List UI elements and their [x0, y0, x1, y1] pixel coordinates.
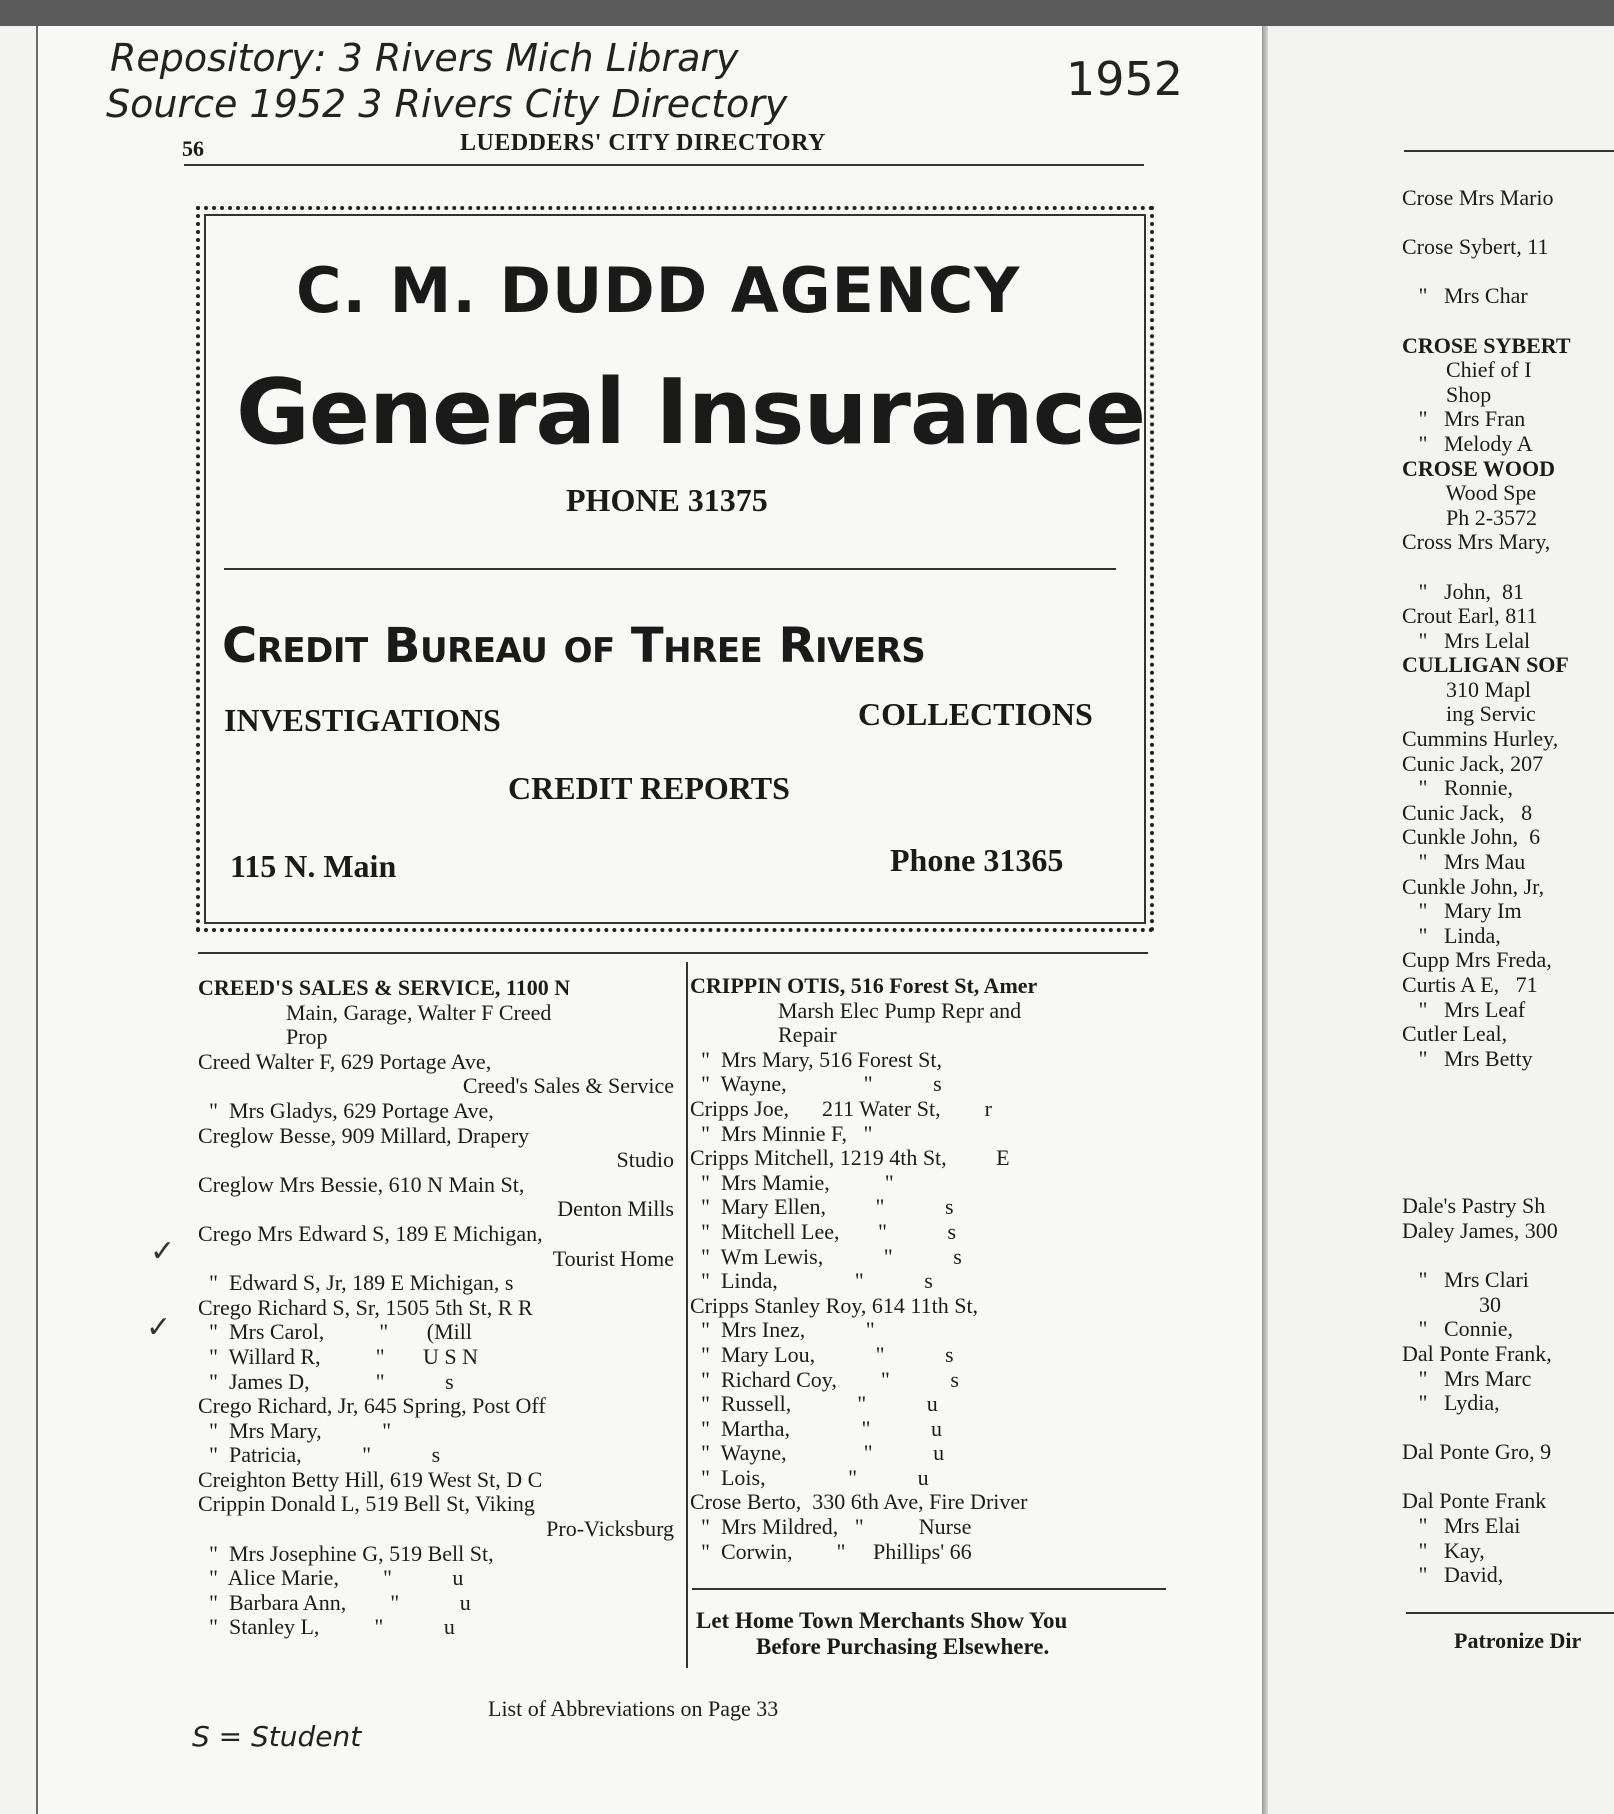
directory-entry [1402, 1170, 1571, 1195]
directory-entry [1402, 924, 1571, 949]
directory-entry [1402, 1391, 1571, 1416]
directory-entry-text: Crippin Donald L, 519 Bell St, Viking [198, 1491, 535, 1517]
scanner-top-band [0, 0, 1614, 26]
directory-entry [1402, 235, 1571, 260]
directory-entry [198, 1615, 674, 1640]
directory-entry-text: Crego Richard S, Sr, 1505 5th St, R R [198, 1294, 533, 1320]
listing-column-middle [690, 974, 1160, 1564]
header-rule [184, 164, 1144, 166]
directory-entry [690, 974, 1160, 999]
directory-entry [690, 1245, 1160, 1270]
directory-entry [198, 1517, 674, 1542]
directory-entry [690, 1343, 1160, 1368]
directory-entry [1402, 1489, 1571, 1514]
directory-entry [690, 1072, 1160, 1097]
directory-entry-text: " Ronnie, [1402, 775, 1514, 801]
directory-entry [198, 976, 674, 1001]
directory-entry [690, 1294, 1160, 1319]
directory-entry-text: " Martha, " u [690, 1415, 942, 1441]
directory-entry-text: Creighton Betty Hill, 619 West St, D C [198, 1466, 543, 1492]
directory-entry-text: " Mrs Minnie F, " [690, 1120, 873, 1146]
directory-entry-text: " Russell, " u [690, 1391, 938, 1417]
directory-entry [1402, 432, 1571, 457]
directory-entry-text: 30 [1402, 1291, 1501, 1317]
directory-entry-text: " Richard Coy, " s [690, 1366, 959, 1392]
directory-entry [690, 1171, 1160, 1196]
directory-entry [1402, 776, 1571, 801]
directory-entry [690, 1097, 1160, 1122]
directory-entry-text: " Wayne, " s [690, 1071, 942, 1097]
directory-entry [1402, 506, 1571, 531]
handwritten-footnote: S = Student [192, 1720, 362, 1753]
slogan-rule [692, 1588, 1166, 1590]
directory-entry-text: " Mrs Fran [1402, 406, 1526, 432]
directory-entry-text: CULLIGAN SOF [1402, 652, 1569, 678]
directory-entry [1402, 678, 1571, 703]
directory-entry-text: Pro-Vicksburg [546, 1516, 674, 1542]
directory-entry-text: Main, Garage, Walter F Creed [286, 999, 552, 1025]
directory-entry [1402, 555, 1571, 580]
directory-entry-text: " Stanley L, " u [198, 1614, 455, 1640]
directory-entry-text: " Corwin, " Phillips' 66 [690, 1538, 972, 1564]
directory-entry [1402, 629, 1571, 654]
directory-entry-text: CRIPPIN OTIS, 516 Forest St, Amer [690, 973, 1038, 998]
directory-entry [198, 1001, 674, 1026]
directory-entry-text: " Mary Lou, " s [690, 1341, 954, 1367]
directory-entry-text: CROSE SYBERT [1402, 332, 1571, 358]
directory-entry [690, 1318, 1160, 1343]
directory-entry-text: Creed's Sales & Service [462, 1073, 674, 1099]
directory-entry [1402, 309, 1571, 334]
directory-entry-text: " David, [1402, 1562, 1504, 1588]
column-divider [686, 962, 688, 1668]
directory-entry-text: CREED'S SALES & SERVICE, 1100 N [198, 975, 571, 1000]
directory-entry [1402, 1194, 1571, 1219]
directory-entry [1402, 604, 1571, 629]
directory-entry-text: " Mrs Elai [1402, 1513, 1521, 1539]
directory-entry-text: " James D, " s [198, 1368, 454, 1394]
directory-entry [1402, 1416, 1571, 1441]
directory-entry-text: Creglow Mrs Bessie, 610 N Main St, [198, 1171, 525, 1197]
handwritten-year: 1952 [1066, 52, 1184, 106]
directory-entry [690, 1023, 1160, 1048]
directory-entry [690, 1220, 1160, 1245]
directory-entry-text: " Mrs Char [1402, 283, 1528, 309]
directory-entry [1402, 260, 1571, 285]
directory-entry [690, 1515, 1160, 1540]
directory-entry-text: Cutler Leal, [1402, 1021, 1508, 1047]
directory-entry-text: Crego Richard, Jr, 645 Spring, Post Off [198, 1393, 546, 1419]
directory-entry-text: " Mrs Clari [1402, 1267, 1529, 1293]
directory-entry-text: Creglow Besse, 909 Millard, Drapery [198, 1122, 530, 1148]
directory-entry-text: " Mrs Betty [1402, 1045, 1533, 1071]
directory-entry [198, 1542, 674, 1567]
directory-entry [690, 999, 1160, 1024]
directory-entry [198, 1419, 674, 1444]
directory-entry [198, 1050, 674, 1075]
directory-entry-text: Daley James, 300 [1402, 1217, 1558, 1243]
directory-entry [1402, 211, 1571, 236]
directory-entry-text: Cripps Joe, 211 Water St, r [690, 1095, 992, 1121]
directory-entry [198, 1591, 674, 1616]
directory-entry [1402, 653, 1571, 678]
directory-entry [1402, 284, 1571, 309]
directory-entry [1402, 481, 1571, 506]
directory-entry [1402, 407, 1571, 432]
directory-entry [1402, 727, 1571, 752]
directory-entry [1402, 1244, 1571, 1269]
directory-entry [1402, 1539, 1571, 1564]
page-number: 56 [182, 136, 204, 161]
directory-entry-text: Cripps Mitchell, 1219 4th St, E [690, 1145, 1010, 1171]
directory-entry-text: " Mrs Marc [1402, 1365, 1532, 1391]
directory-entry-text: " Mrs Mau [1402, 849, 1526, 875]
directory-entry [690, 1417, 1160, 1442]
directory-entry [1402, 998, 1571, 1023]
directory-entry-text: " Barbara Ann, " u [198, 1589, 471, 1615]
directory-entry-text: " Mrs Leaf [1402, 996, 1526, 1022]
handwritten-source-note: Source 1952 3 Rivers City Directory [106, 82, 788, 126]
directory-entry-text: Repair [778, 1022, 837, 1048]
listing-column-left [198, 976, 674, 1640]
directory-entry [1402, 702, 1571, 727]
directory-entry [1402, 334, 1571, 359]
directory-entry-text: " Willard R, " U S N [198, 1343, 479, 1369]
directory-entry-text: " Wm Lewis, " s [690, 1243, 962, 1269]
directory-entry [690, 1392, 1160, 1417]
directory-entry-text: " Melody A [1402, 430, 1533, 456]
directory-entry-text: Dal Ponte Frank, [1402, 1340, 1552, 1366]
directory-entry-text: Creed Walter F, 629 Portage Ave, [198, 1048, 492, 1074]
directory-entry [1402, 186, 1571, 211]
directory-entry [1402, 457, 1571, 482]
directory-entry [690, 1490, 1160, 1515]
directory-entry-text: " Mrs Lelal [1402, 627, 1531, 653]
directory-entry-text: Cummins Hurley, [1402, 726, 1559, 752]
directory-entry [690, 1540, 1160, 1565]
handwritten-repository-note: Repository: 3 Rivers Mich Library [110, 36, 739, 80]
directory-entry-text: Cunic Jack, 207 [1402, 750, 1544, 776]
directory-entry-text: Cunic Jack, 8 [1402, 799, 1533, 825]
directory-entry [198, 1124, 674, 1149]
directory-entry [1402, 580, 1571, 605]
directory-entry [1402, 1317, 1571, 1342]
directory-entry-text: " Mrs Mamie, " [690, 1169, 894, 1195]
ad-phone-insurance: PHONE 31375 [566, 482, 768, 518]
directory-entry [1402, 1342, 1571, 1367]
directory-entry-text: " Mary Im [1402, 898, 1522, 924]
directory-entry [1402, 752, 1571, 777]
directory-entry [1402, 358, 1571, 383]
directory-entry-text: Cripps Stanley Roy, 614 11th St, [690, 1292, 979, 1318]
directory-entry-text: " John, 81 [1402, 578, 1525, 604]
directory-entry [198, 1566, 674, 1591]
directory-entry-text: " Patricia, " s [198, 1442, 441, 1468]
directory-entry [1402, 383, 1571, 408]
directory-entry [1402, 825, 1571, 850]
directory-entry-text: " Mrs Mary, 516 Forest St, [690, 1046, 943, 1072]
facing-footer: Patronize Dir [1454, 1628, 1582, 1653]
directory-entry-text: " Wayne, " u [690, 1440, 945, 1466]
check-mark-icon: ✓ [146, 1310, 172, 1345]
directory-entry [198, 1394, 674, 1419]
directory-entry-text: Crose Berto, 330 6th Ave, Fire Driver [690, 1489, 1028, 1515]
directory-entry [1402, 973, 1571, 998]
directory-entry [1402, 1096, 1571, 1121]
ad-address: 115 N. Main [230, 848, 397, 884]
directory-entry [198, 1173, 674, 1198]
directory-entry-text: Denton Mills [557, 1196, 674, 1222]
listings-top-rule [198, 952, 1148, 954]
directory-entry [198, 1222, 674, 1247]
directory-entry [198, 1025, 674, 1050]
directory-entry-text: Cunkle John, 6 [1402, 824, 1541, 850]
directory-entry [690, 1122, 1160, 1147]
directory-entry [1402, 1071, 1571, 1096]
directory-entry-text: " Mrs Mary, " [198, 1417, 392, 1443]
directory-entry-text: ing Servic [1402, 701, 1536, 727]
directory-entry [1402, 1219, 1571, 1244]
directory-entry-text: " Mrs Gladys, 629 Portage Ave, [198, 1097, 494, 1123]
directory-entry [198, 1296, 674, 1321]
ad-credit-reports: CREDIT REPORTS [508, 770, 790, 806]
directory-entry [1402, 948, 1571, 973]
directory-entry [1402, 1022, 1571, 1047]
directory-entry-text: " Alice Marie, " u [198, 1565, 464, 1591]
facing-header-rule [1404, 150, 1614, 152]
directory-entry-text: Prop [286, 1024, 328, 1050]
directory-entry-text: " Lois, " u [690, 1464, 929, 1490]
directory-entry-text: Ph 2-3572 [1402, 504, 1538, 530]
directory-entry-text: Crego Mrs Edward S, 189 E Michigan, [198, 1220, 543, 1246]
directory-entry-text: Wood Spe [1402, 480, 1537, 506]
directory-entry [1402, 1367, 1571, 1392]
directory-entry [690, 1048, 1160, 1073]
directory-entry [198, 1320, 674, 1345]
directory-entry-text: Curtis A E, 71 [1402, 972, 1538, 997]
directory-entry [1402, 1047, 1571, 1072]
directory-entry [1402, 1121, 1571, 1146]
directory-entry-text: Dal Ponte Frank [1402, 1488, 1547, 1514]
directory-entry-text: " Mrs Inez, " [690, 1317, 875, 1343]
check-mark-icon: ✓ [150, 1234, 176, 1269]
directory-entry [198, 1148, 674, 1173]
directory-entry-text: Chief of I [1402, 357, 1532, 383]
directory-entry-text: Dal Ponte Gro, 9 [1402, 1439, 1552, 1465]
directory-entry-text: Cunkle John, Jr, [1402, 873, 1545, 899]
directory-entry-text: Dale's Pastry Sh [1402, 1193, 1546, 1219]
directory-entry-text: Studio [616, 1147, 674, 1173]
ad-investigations: INVESTIGATIONS [224, 702, 501, 738]
directory-entry-text: " Mitchell Lee, " s [690, 1218, 957, 1244]
directory-entry-text: Marsh Elec Pump Repr and [778, 997, 1022, 1023]
directory-entry [690, 1368, 1160, 1393]
directory-entry-text: " Linda, [1402, 922, 1501, 948]
page-footer: List of Abbreviations on Page 33 [488, 1696, 779, 1721]
directory-title: LUEDDERS' CITY DIRECTORY [460, 130, 826, 156]
directory-entry-text: 310 Mapl [1402, 676, 1531, 702]
directory-entry [1402, 1465, 1571, 1490]
directory-entry-text: CROSE WOOD [1402, 455, 1556, 481]
directory-entry-text: Cupp Mrs Freda, [1402, 947, 1552, 973]
slogan-line-2: Before Purchasing Elsewhere. [756, 1634, 1050, 1659]
directory-entry-text: " Mrs Josephine G, 519 Bell St, [198, 1540, 494, 1566]
directory-entry [690, 1195, 1160, 1220]
directory-entry [1402, 1268, 1571, 1293]
directory-entry [198, 1370, 674, 1395]
directory-entry [198, 1247, 674, 1272]
directory-entry [1402, 1440, 1571, 1465]
ad-general-insurance: General Insurance [236, 360, 1146, 465]
directory-entry [690, 1466, 1160, 1491]
directory-entry-text: " Edward S, Jr, 189 E Michigan, s [198, 1270, 514, 1296]
directory-entry [690, 1269, 1160, 1294]
facing-footer-rule [1406, 1612, 1614, 1614]
directory-entry-text: " Mary Ellen, " s [690, 1194, 954, 1220]
directory-entry-text: Crout Earl, 811 [1402, 603, 1538, 629]
directory-entry [1402, 1563, 1571, 1588]
ad-divider [224, 568, 1116, 570]
directory-entry [198, 1074, 674, 1099]
directory-entry [1402, 850, 1571, 875]
directory-entry [198, 1492, 674, 1517]
directory-entry-text: " Connie, [1402, 1316, 1514, 1342]
directory-entry [198, 1468, 674, 1493]
directory-entry [690, 1441, 1160, 1466]
directory-entry-text: Crose Sybert, 11 [1402, 234, 1549, 260]
directory-entry [1402, 530, 1571, 555]
directory-entry-text: Crose Mrs Mario [1402, 185, 1554, 210]
directory-entry [1402, 1514, 1571, 1539]
directory-entry [198, 1197, 674, 1222]
facing-listing-column [1402, 186, 1571, 1588]
directory-entry [198, 1099, 674, 1124]
directory-entry-text: " Mrs Mildred, " Nurse [690, 1514, 972, 1540]
directory-entry [1402, 801, 1571, 826]
directory-entry [1402, 875, 1571, 900]
directory-entry-text: " Lydia, [1402, 1390, 1500, 1416]
directory-entry [1402, 1145, 1571, 1170]
slogan-line-1: Let Home Town Merchants Show You [696, 1608, 1068, 1633]
directory-entry-text: " Linda, " s [690, 1268, 933, 1294]
directory-entry-text: " Kay, [1402, 1537, 1485, 1563]
directory-entry [1402, 899, 1571, 924]
directory-entry [198, 1345, 674, 1370]
directory-entry [1402, 1293, 1571, 1318]
ad-collections: COLLECTIONS [858, 696, 1093, 732]
ad-agency-name: C. M. DUDD AGENCY [296, 254, 1021, 327]
directory-entry [198, 1443, 674, 1468]
directory-entry-text: " Mrs Carol, " (Mill [198, 1319, 473, 1345]
directory-entry-text: Tourist Home [552, 1245, 674, 1271]
directory-entry-text: Shop [1402, 381, 1492, 407]
ad-phone-credit: Phone 31365 [890, 842, 1064, 878]
directory-entry [690, 1146, 1160, 1171]
directory-entry-text: Cross Mrs Mary, [1402, 529, 1551, 555]
directory-entry [198, 1271, 674, 1296]
ad-credit-bureau: Credit Bureau of Three Rivers [222, 618, 926, 674]
